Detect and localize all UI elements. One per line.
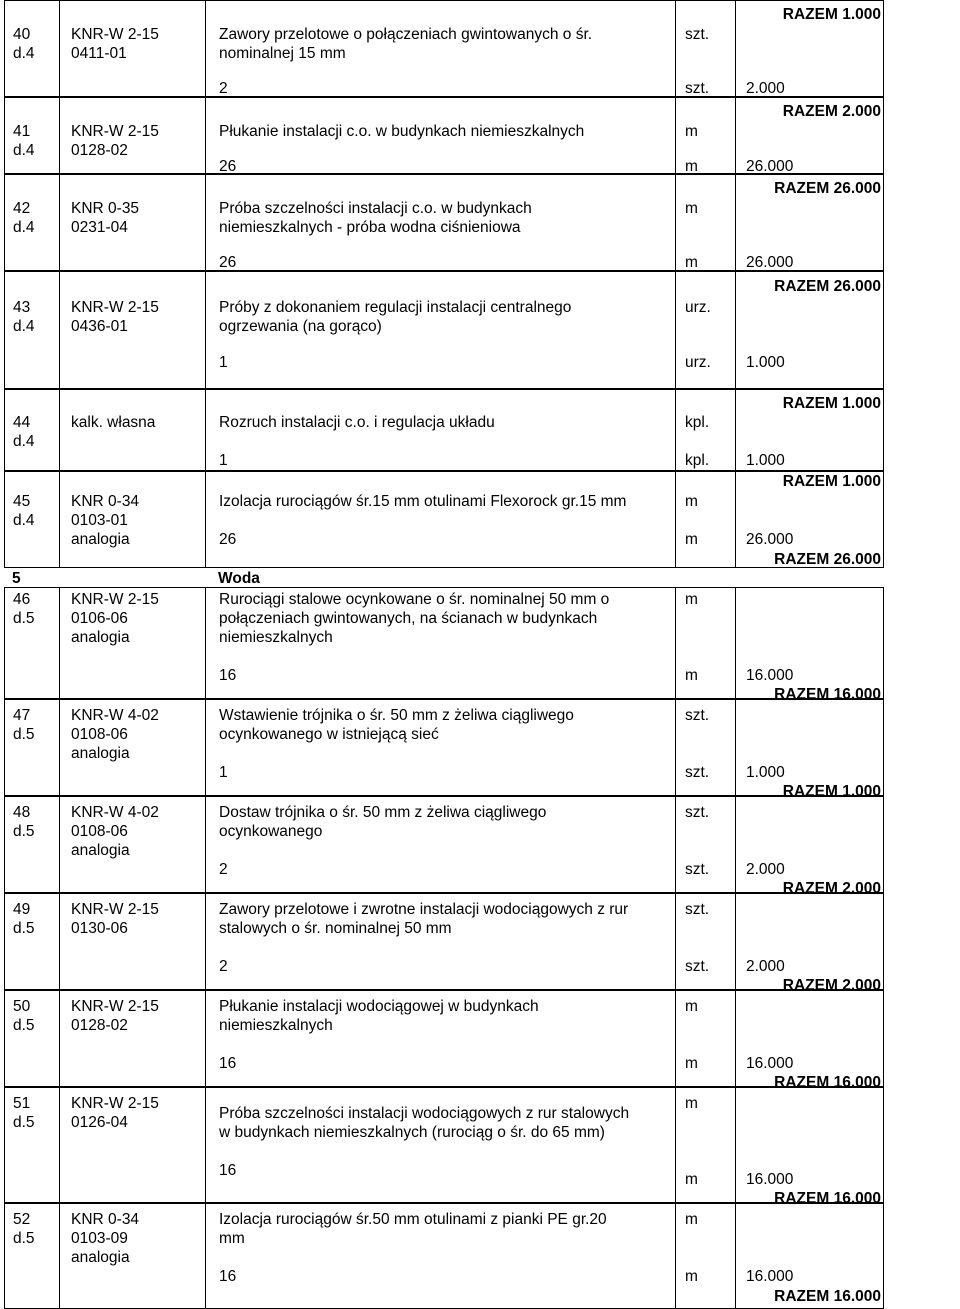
item-code: 0231-04 — [71, 219, 128, 236]
item-unit: m — [685, 123, 698, 140]
item-code: 0108-06 — [71, 823, 128, 840]
item-unit: kpl. — [685, 414, 710, 431]
item-description: Izolacja rurociągów śr.15 mm otulinami Flexorock gr.15 mm — [219, 493, 627, 510]
item-description: Wstawienie trójnika o śr. 50 mm z żeliwa ciągliwego — [219, 707, 574, 724]
razem-total: RAZEM 1.000 — [782, 783, 881, 800]
item-code: 0436-01 — [71, 318, 128, 335]
item-code: 0130-06 — [71, 920, 128, 937]
item-unit: m — [685, 1268, 698, 1285]
item-dzial: d.5 — [13, 1114, 35, 1131]
razem-total: RAZEM 1.000 — [782, 6, 881, 23]
item-quantity: 26.000 — [746, 158, 794, 175]
item-quantity-formula: 2 — [219, 958, 228, 975]
item-code: 0411-01 — [71, 45, 127, 62]
item-code: kalk. własna — [71, 414, 156, 431]
item-unit: szt. — [685, 804, 710, 821]
item-lp: 52 — [13, 1211, 31, 1228]
item-dzial: d.5 — [13, 610, 35, 627]
item-quantity: 2.000 — [746, 80, 785, 97]
item-unit: szt. — [685, 958, 710, 975]
item-dzial: d.5 — [13, 823, 35, 840]
razem-total: RAZEM 2.000 — [782, 880, 881, 897]
item-lp: 43 — [13, 299, 31, 316]
item-code: 0103-01 — [71, 512, 128, 529]
item-description: Rozruch instalacji c.o. i regulacja układu — [219, 414, 495, 431]
item-description: Próba szczelności instalacji c.o. w budynkach — [219, 200, 532, 217]
item-description: nominalnej 15 mm — [219, 45, 346, 62]
item-quantity-formula: 2 — [219, 80, 228, 97]
item-dzial: d.5 — [13, 1230, 35, 1247]
item-43 — [4, 271, 884, 389]
item-unit: m — [685, 200, 698, 217]
item-quantity-formula: 16 — [219, 1162, 237, 1179]
item-quantity-formula: 16 — [219, 667, 237, 684]
item-unit: kpl. — [685, 452, 710, 469]
item-lp: 49 — [13, 901, 31, 918]
item-dzial: d.4 — [13, 318, 35, 335]
item-code-note: analogia — [71, 531, 130, 548]
item-quantity: 1.000 — [746, 354, 785, 371]
item-unit: m — [685, 493, 698, 510]
item-code: 0108-06 — [71, 726, 128, 743]
item-42 — [4, 174, 884, 271]
item-description: Próba szczelności instalacji wodociągowych z rur stalowych — [219, 1105, 630, 1122]
razem-total: RAZEM 26.000 — [774, 551, 881, 568]
razem-total: RAZEM 16.000 — [774, 1190, 881, 1207]
razem-total: RAZEM 2.000 — [782, 977, 881, 994]
item-dzial: d.4 — [13, 142, 35, 159]
item-quantity: 16.000 — [746, 1055, 794, 1072]
item-dzial: d.5 — [13, 726, 35, 743]
item-description: w budynkach niemieszkalnych (rurociąg o śr. do 65 mm) — [219, 1124, 605, 1141]
item-description: mm — [219, 1230, 245, 1247]
item-51 — [4, 1087, 884, 1207]
item-description: niemieszkalnych — [219, 629, 333, 646]
item-description: niemieszkalnych — [219, 1017, 333, 1034]
item-unit: szt. — [685, 901, 710, 918]
item-code: KNR-W 2-15 — [71, 901, 159, 918]
razem-total: RAZEM 16.000 — [774, 686, 881, 703]
item-unit: m — [685, 1095, 698, 1112]
item-description: ocynkowanego w istniejącą sieć — [219, 726, 439, 743]
item-description: stalowych o śr. nominalnej 50 mm — [219, 920, 452, 937]
item-quantity-formula: 26 — [219, 531, 237, 548]
razem-total: RAZEM 1.000 — [782, 473, 881, 490]
item-description: ogrzewania (na gorąco) — [219, 318, 382, 335]
item-lp: 50 — [13, 998, 31, 1015]
item-quantity: 2.000 — [746, 861, 785, 878]
item-quantity-formula: 16 — [219, 1055, 237, 1072]
item-description: Zawory przelotowe o połączeniach gwintowanych o śr. — [219, 26, 593, 43]
section-number: 5 — [12, 570, 21, 587]
item-lp: 40 — [13, 26, 31, 43]
item-quantity: 16.000 — [746, 667, 794, 684]
item-description: Płukanie instalacji wodociągowej w budynkach — [219, 998, 539, 1015]
item-code-note: analogia — [71, 629, 130, 646]
item-quantity: 1.000 — [746, 764, 785, 781]
item-quantity-formula: 1 — [219, 764, 228, 781]
item-description: niemieszkalnych - próba wodna ciśnieniowa — [219, 219, 521, 236]
item-code-note: analogia — [71, 745, 130, 762]
razem-total: RAZEM 26.000 — [774, 278, 881, 295]
item-code: KNR 0-35 — [71, 200, 140, 217]
item-quantity: 2.000 — [746, 958, 785, 975]
item-code: 0103-09 — [71, 1230, 128, 1247]
item-lp: 51 — [13, 1095, 31, 1112]
item-lp: 47 — [13, 707, 31, 724]
item-description: Rurociągi stalowe ocynkowane o śr. nominalnej 50 mm o — [219, 591, 610, 608]
item-40 — [4, 0, 884, 97]
item-code: 0128-02 — [71, 1017, 128, 1034]
item-dzial: d.4 — [13, 45, 35, 62]
item-dzial: d.4 — [13, 219, 35, 236]
item-dzial: d.5 — [13, 920, 35, 937]
item-unit: m — [685, 1055, 698, 1072]
item-lp: 46 — [13, 591, 31, 608]
item-quantity: 16.000 — [746, 1268, 794, 1285]
item-code: KNR-W 2-15 — [71, 299, 159, 316]
item-unit: urz. — [685, 354, 711, 371]
section-header — [4, 568, 884, 588]
item-46 — [4, 587, 884, 703]
item-code: KNR-W 2-15 — [71, 26, 159, 43]
razem-total: RAZEM 26.000 — [774, 180, 881, 197]
item-unit: szt. — [685, 26, 710, 43]
item-unit: m — [685, 531, 698, 548]
item-description: Izolacja rurociągów śr.50 mm otulinami z pianki PE gr.20 — [219, 1211, 607, 1228]
item-quantity-formula: 1 — [219, 452, 228, 469]
item-dzial: d.4 — [13, 433, 35, 450]
item-lp: 41 — [13, 123, 31, 140]
item-unit: m — [685, 998, 698, 1015]
item-code: KNR-W 2-15 — [71, 591, 159, 608]
item-description: połączeniach gwintowanych, na ścianach w budynkach — [219, 610, 598, 627]
item-description: Dostaw trójnika o śr. 50 mm z żeliwa ciągliwego — [219, 804, 547, 821]
item-unit: m — [685, 1211, 698, 1228]
item-41 — [4, 97, 884, 174]
item-unit: m — [685, 1171, 698, 1188]
item-code: KNR-W 2-15 — [71, 998, 159, 1015]
item-description: Zawory przelotowe i zwrotne instalacji wodociągowych z rur — [219, 901, 629, 918]
item-code-note: analogia — [71, 1249, 130, 1266]
item-44 — [4, 389, 884, 471]
razem-total: RAZEM 1.000 — [782, 395, 881, 412]
item-47 — [4, 699, 884, 800]
item-quantity-formula: 26 — [219, 158, 237, 175]
item-50 — [4, 990, 884, 1091]
item-dzial: d.4 — [13, 512, 35, 529]
item-quantity: 26.000 — [746, 254, 794, 271]
item-48 — [4, 796, 884, 897]
item-quantity-formula: 26 — [219, 254, 237, 271]
item-code: 0126-04 — [71, 1114, 128, 1131]
item-code: KNR 0-34 — [71, 1211, 140, 1228]
item-code-note: analogia — [71, 842, 130, 859]
item-quantity-formula: 2 — [219, 861, 228, 878]
item-unit: szt. — [685, 80, 710, 97]
item-49 — [4, 893, 884, 994]
item-unit: urz. — [685, 299, 711, 316]
item-lp: 42 — [13, 200, 31, 217]
item-code: 0106-06 — [71, 610, 128, 627]
item-code: KNR-W 2-15 — [71, 1095, 159, 1112]
item-lp: 45 — [13, 493, 31, 510]
item-code: KNR 0-34 — [71, 493, 140, 510]
razem-total: RAZEM 16.000 — [774, 1074, 881, 1091]
razem-total: RAZEM 2.000 — [782, 103, 881, 120]
item-45 — [4, 471, 884, 568]
item-code: KNR-W 4-02 — [71, 707, 159, 724]
item-unit: m — [685, 254, 698, 271]
item-lp: 48 — [13, 804, 31, 821]
item-lp: 44 — [13, 414, 31, 431]
item-unit: szt. — [685, 707, 710, 724]
item-unit: szt. — [685, 861, 710, 878]
item-unit: m — [685, 667, 698, 684]
item-description: Próby z dokonaniem regulacji instalacji centralnego — [219, 299, 572, 316]
item-code: KNR-W 4-02 — [71, 804, 159, 821]
section-title: Woda — [218, 570, 260, 587]
item-code: KNR-W 2-15 — [71, 123, 159, 140]
item-code: 0128-02 — [71, 142, 128, 159]
item-quantity: 26.000 — [746, 531, 794, 548]
item-quantity: 1.000 — [746, 452, 785, 469]
item-description: Płukanie instalacji c.o. w budynkach niemieszkalnych — [219, 123, 585, 140]
item-unit: m — [685, 591, 698, 608]
item-unit: m — [685, 158, 698, 175]
item-52 — [4, 1203, 884, 1309]
item-dzial: d.5 — [13, 1017, 35, 1034]
item-unit: szt. — [685, 764, 710, 781]
item-quantity-formula: 1 — [219, 354, 228, 371]
razem-total: RAZEM 16.000 — [774, 1288, 881, 1305]
item-quantity: 16.000 — [746, 1171, 794, 1188]
item-description: ocynkowanego — [219, 823, 323, 840]
item-quantity-formula: 16 — [219, 1268, 237, 1285]
